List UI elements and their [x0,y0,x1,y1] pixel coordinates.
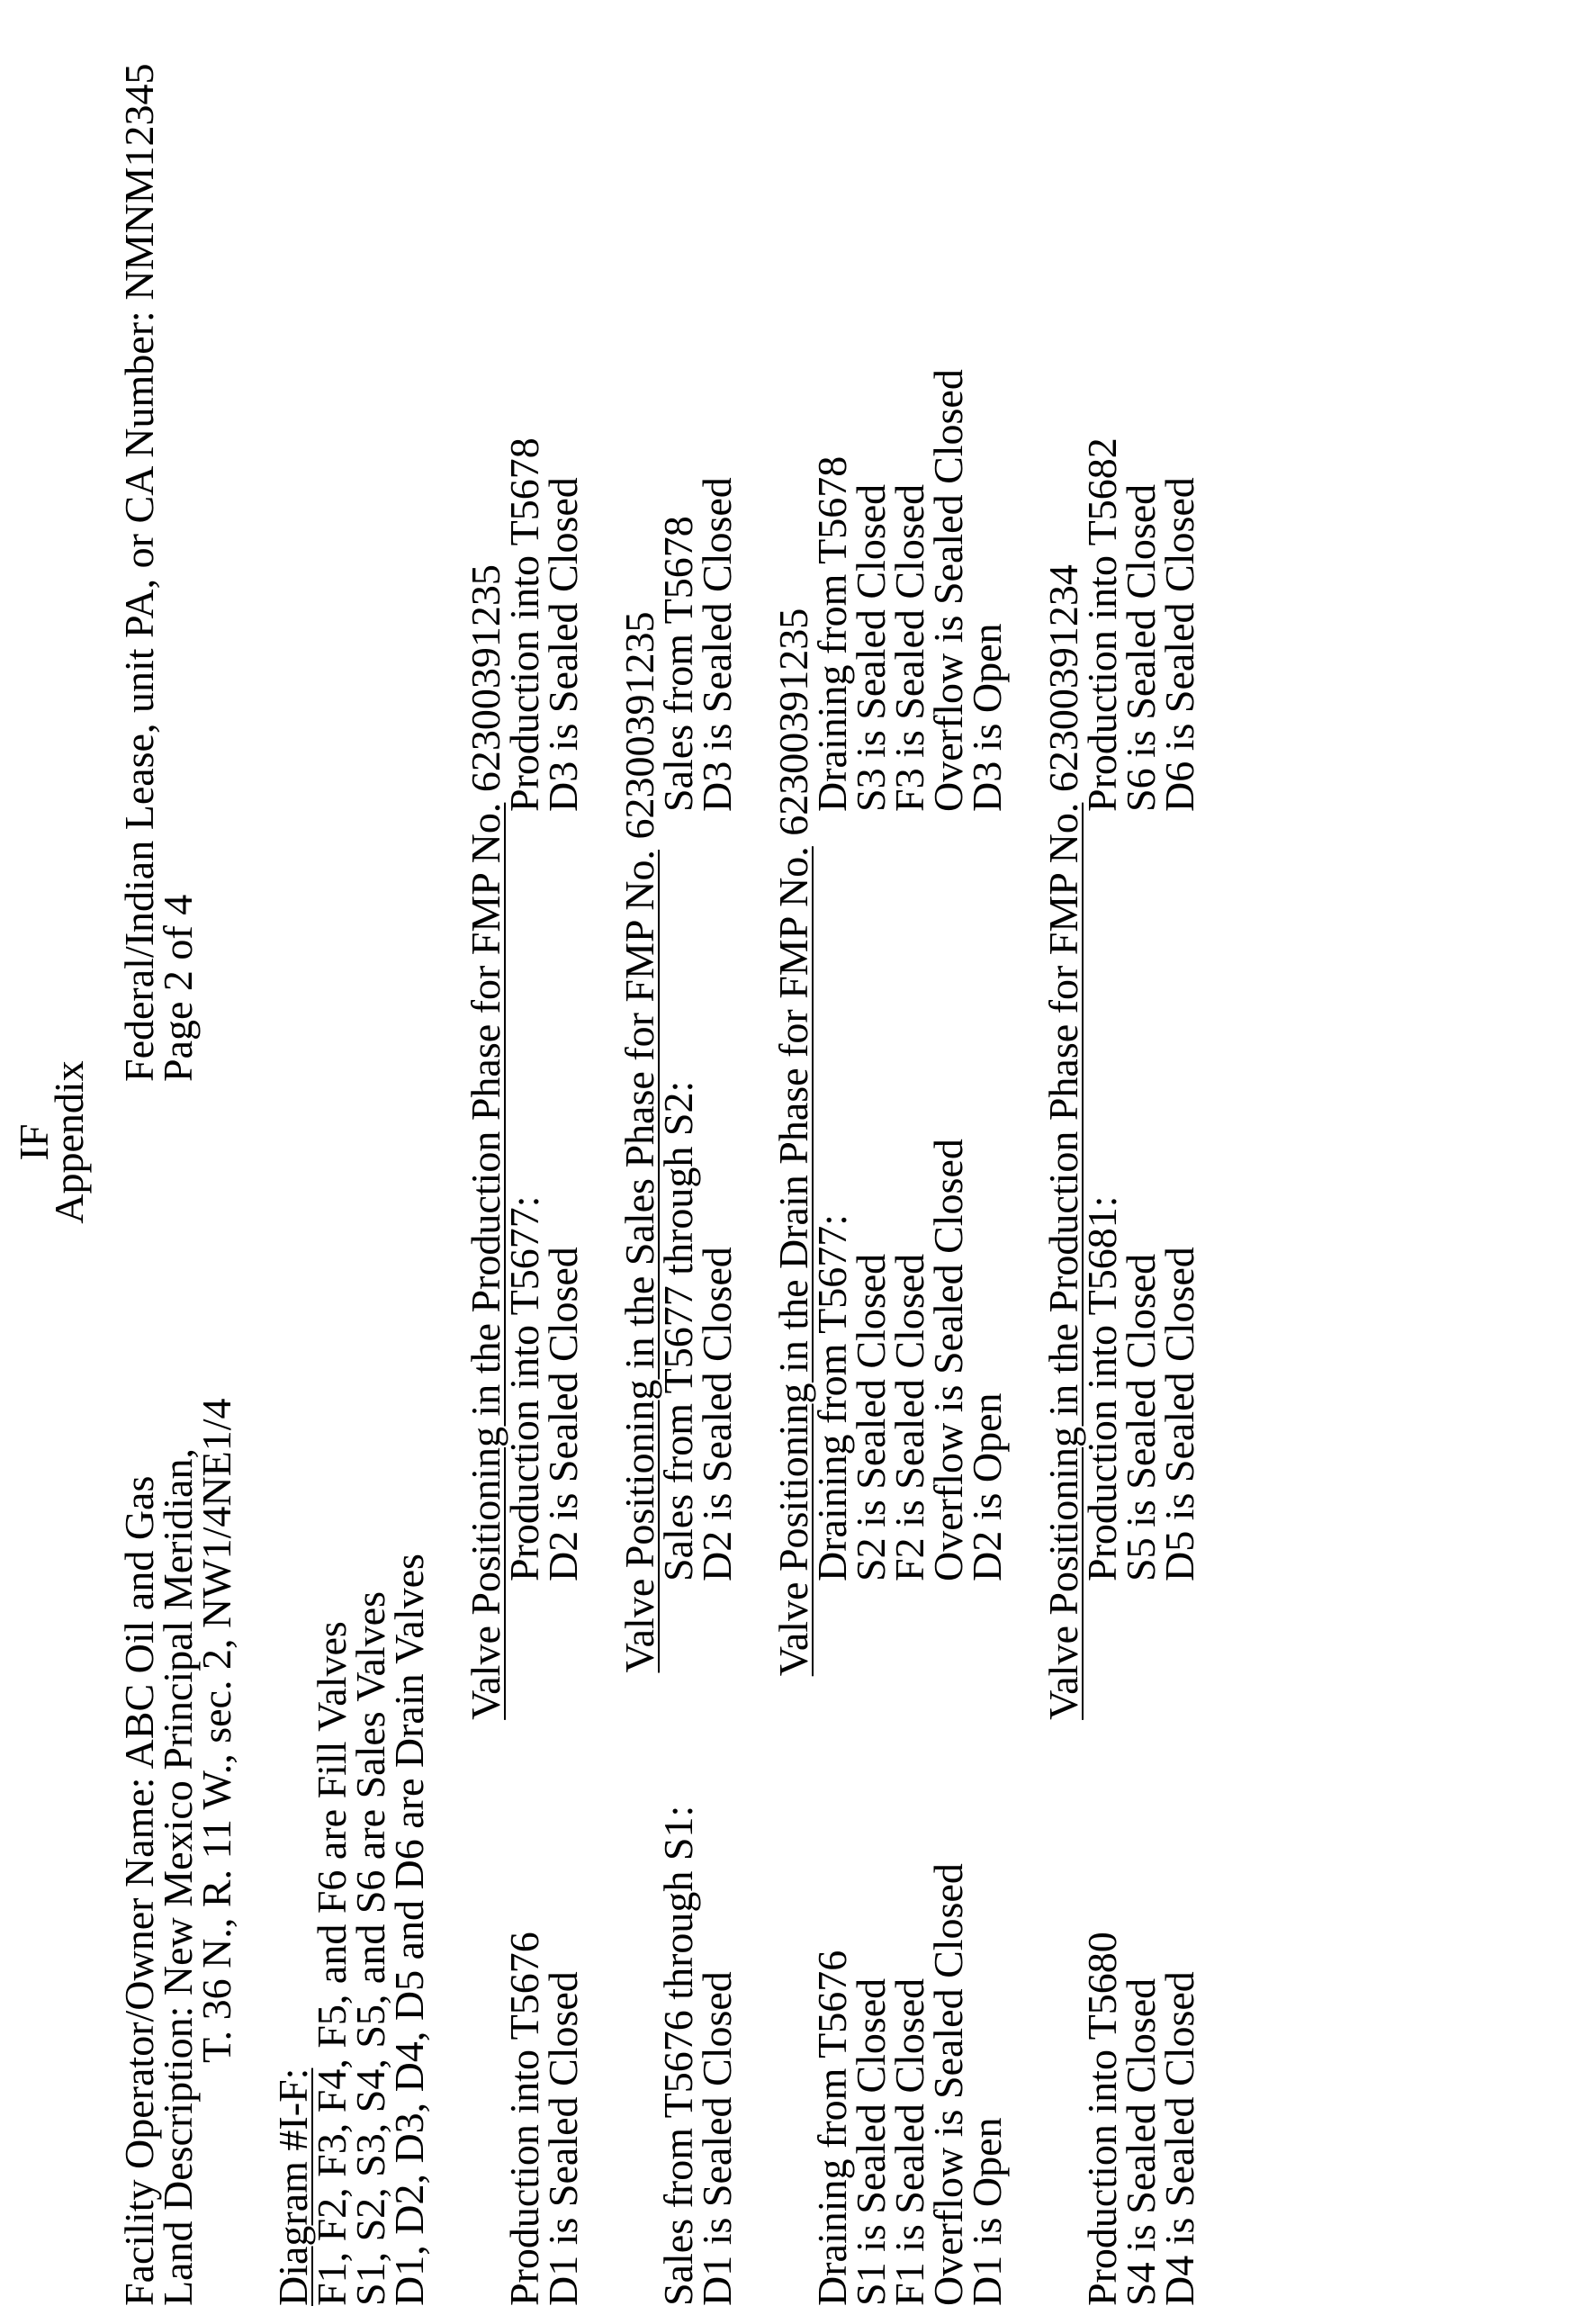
production-phase-fmp-number: 62300391235 [463,564,508,803]
drain-col1-line2: S1 is Sealed Closed [848,1977,894,2306]
production2-col2-line2: S5 is Sealed Closed [1118,1253,1164,1581]
appendix-title: Appendix [46,1060,92,1224]
drain-col1-line1: Draining from T5676 [809,1950,855,2306]
sales-col2-line1: Sales from T5677 through S2: [655,1080,701,1581]
sales-valves-line: S1, S2, S3, S4, S5, and S6 are Sales Valves [347,1591,393,2306]
drain-col1-line4: Overflow is Sealed Closed [925,1863,971,2306]
production-col2-line2: D2 is Sealed Closed [540,1247,586,1581]
production-col1-line2: D1 is Sealed Closed [540,1971,586,2306]
drain-valves-line: D1, D2, D3, D4, D5 and D6 are Drain Valves [386,1554,432,2306]
sales-phase-fmp-number: 62300391235 [616,611,662,851]
lease-number-line: Federal/Indian Lease, unit PA, or CA Number: NMNM12345 [116,63,162,1082]
production2-col3-line1: Production into T5682 [1079,437,1125,812]
production-col1-line1: Production into T5676 [501,1932,547,2306]
production2-col3-line2: S6 is Sealed Closed [1118,483,1164,812]
drain-col2-line2: S2 is Sealed Closed [848,1253,894,1581]
drain-col2-line4: Overflow is Sealed Closed [925,1139,971,1581]
production-col2-line1: Production into T5677: [501,1195,547,1581]
production-phase-heading-label: Valve Positioning in the Production Phase for FMP No. [463,802,508,1720]
production2-col1-line2: S4 is Sealed Closed [1118,1977,1164,2306]
sales-col3-line1: Sales from T5678 [655,516,701,812]
production-phase-2-heading-label: Valve Positioning in the Production Phase for FMP No. [1040,802,1086,1720]
production2-col2-line3: D5 is Sealed Closed [1156,1247,1202,1581]
drain-col2-line3: F2 is Sealed Closed [886,1253,932,1581]
drain-col3-line1: Draining from T5678 [809,455,855,812]
fill-valves-line: F1, F2, F3, F4, F5, and F6 are Fill Valves [309,1621,355,2306]
diagram-title: Diagram #I-F: [270,2067,316,2306]
drain-col2-line5: D2 is Open [964,1392,1010,1581]
page-number: Page 2 of 4 [155,894,201,1082]
production-col3-line2: D3 is Sealed Closed [540,477,586,812]
sales-phase-heading-label: Valve Positioning in the Sales Phase for FMP No. [616,850,662,1673]
production2-col2-line1: Production into T5681: [1079,1195,1125,1581]
drain-col2-line1: Draining from T5677: [809,1214,855,1581]
production2-col1-line3: D4 is Sealed Closed [1156,1971,1202,2306]
sales-col3-line2: D3 is Sealed Closed [694,477,740,812]
land-description-line: Land Description: New Mexico Principal Meridian, [155,1448,201,2306]
drain-phase-fmp-number: 62300391235 [770,608,816,847]
drain-col3-line3: F3 is Sealed Closed [886,483,932,812]
land-description-location: T. 36 N., R. 11 W., sec. 2, NW1/4NE1/4 [193,1398,239,2063]
drain-col3-line4: Overflow is Sealed Closed [925,369,971,812]
production-phase-2-fmp-number: 62300391234 [1040,564,1086,803]
drain-col3-line2: S3 is Sealed Closed [848,483,894,812]
sales-col2-line2: D2 is Sealed Closed [694,1247,740,1581]
facility-operator-line: Facility Operator/Owner Name: ABC Oil and Gas [116,1475,162,2306]
production2-col1-line1: Production into T5680 [1079,1932,1125,2306]
drain-col3-line5: D3 is Open [964,623,1010,812]
drain-col1-line5: D1 is Open [964,2117,1010,2306]
drain-col1-line3: F1 is Sealed Closed [886,1977,932,2306]
appendix-code: IF [11,1123,57,1161]
sales-col1-line2: D1 is Sealed Closed [694,1971,740,2306]
production2-col3-line3: D6 is Sealed Closed [1156,477,1202,812]
production-col3-line1: Production into T5678 [501,437,547,812]
drain-phase-heading-label: Valve Positioning in the Drain Phase for FMP No. [770,846,816,1677]
sales-col1-line1: Sales from T5676 through S1: [655,1805,701,2306]
